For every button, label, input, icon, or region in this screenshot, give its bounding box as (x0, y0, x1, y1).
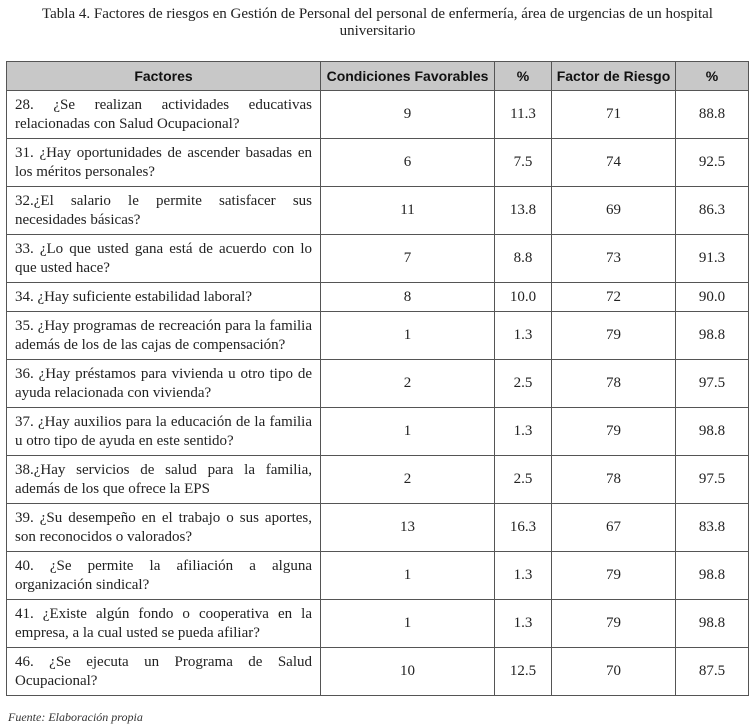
favorables-cell: 2 (321, 360, 495, 408)
percent-favorables-cell: 2.5 (495, 456, 552, 504)
percent-riesgo-cell: 83.8 (676, 504, 749, 552)
percent-riesgo-cell: 91.3 (676, 235, 749, 283)
percent-favorables-cell: 1.3 (495, 312, 552, 360)
percent-riesgo-cell: 97.5 (676, 360, 749, 408)
factor-cell: 35. ¿Hay programas de recreación para la familia además de los de las cajas de compensación? (7, 312, 321, 360)
table-row (7, 91, 749, 139)
riesgo-cell: 72 (552, 283, 676, 312)
factor-cell: 46. ¿Se ejecuta un Programa de Salud Ocupacional? (7, 648, 321, 696)
riesgo-cell: 67 (552, 504, 676, 552)
percent-riesgo-cell: 97.5 (676, 456, 749, 504)
factor-cell: 39. ¿Su desempeño en el trabajo o sus aportes, son reconocidos o valorados? (7, 504, 321, 552)
risk-factors-table (6, 61, 749, 696)
header-condiciones-favorables: Condiciones Favorables (321, 62, 495, 91)
table-caption (0, 6, 755, 40)
favorables-cell: 13 (321, 504, 495, 552)
percent-favorables-cell: 2.5 (495, 360, 552, 408)
percent-favorables-cell: 1.3 (495, 408, 552, 456)
percent-favorables-cell: 1.3 (495, 600, 552, 648)
table-row (7, 235, 749, 283)
percent-favorables-cell: 1.3 (495, 552, 552, 600)
table-row (7, 360, 749, 408)
riesgo-cell: 78 (552, 456, 676, 504)
riesgo-cell: 74 (552, 139, 676, 187)
riesgo-cell: 71 (552, 91, 676, 139)
percent-favorables-cell: 16.3 (495, 504, 552, 552)
percent-favorables-cell: 7.5 (495, 139, 552, 187)
favorables-cell: 11 (321, 187, 495, 235)
riesgo-cell: 78 (552, 360, 676, 408)
risk-factors-table-container (6, 61, 748, 696)
riesgo-cell: 69 (552, 187, 676, 235)
percent-riesgo-cell: 98.8 (676, 600, 749, 648)
table-row (7, 139, 749, 187)
riesgo-cell: 79 (552, 312, 676, 360)
table-row (7, 312, 749, 360)
percent-riesgo-cell: 86.3 (676, 187, 749, 235)
table-row (7, 187, 749, 235)
header-percent-favorables: % (495, 62, 552, 91)
percent-favorables-cell: 8.8 (495, 235, 552, 283)
favorables-cell: 8 (321, 283, 495, 312)
table-row (7, 648, 749, 696)
table-row (7, 283, 749, 312)
riesgo-cell: 73 (552, 235, 676, 283)
percent-riesgo-cell: 90.0 (676, 283, 749, 312)
riesgo-cell: 79 (552, 600, 676, 648)
percent-riesgo-cell: 92.5 (676, 139, 749, 187)
factor-cell: 36. ¿Hay préstamos para vivienda u otro tipo de ayuda relacionada con vivienda? (7, 360, 321, 408)
favorables-cell: 1 (321, 408, 495, 456)
factor-cell: 34. ¿Hay suficiente estabilidad laboral? (7, 283, 321, 312)
header-factor-de-riesgo: Factor de Riesgo (552, 62, 676, 91)
favorables-cell: 2 (321, 456, 495, 504)
factor-cell: 41. ¿Existe algún fondo o cooperativa en la empresa, a la cual usted se pueda afiliar? (7, 600, 321, 648)
percent-riesgo-cell: 88.8 (676, 91, 749, 139)
riesgo-cell: 79 (552, 552, 676, 600)
percent-riesgo-cell: 87.5 (676, 648, 749, 696)
table-row (7, 600, 749, 648)
header-factores: Factores (7, 62, 321, 91)
riesgo-cell: 79 (552, 408, 676, 456)
factor-cell: 38.¿Hay servicios de salud para la familia, además de los que ofrece la EPS (7, 456, 321, 504)
favorables-cell: 9 (321, 91, 495, 139)
factor-cell: 31. ¿Hay oportunidades de ascender basadas en los méritos personales? (7, 139, 321, 187)
factor-cell: 37. ¿Hay auxilios para la educación de la familia u otro tipo de ayuda en este sentido? (7, 408, 321, 456)
factor-cell: 32.¿El salario le permite satisfacer sus necesidades básicas? (7, 187, 321, 235)
favorables-cell: 1 (321, 600, 495, 648)
table-row (7, 408, 749, 456)
table-header-row (7, 62, 749, 91)
percent-riesgo-cell: 98.8 (676, 408, 749, 456)
favorables-cell: 6 (321, 139, 495, 187)
percent-riesgo-cell: 98.8 (676, 312, 749, 360)
caption-line-2: universitario (339, 23, 416, 39)
source-note: Fuente: Elaboración propia (8, 710, 143, 724)
factor-cell: 40. ¿Se permite la afiliación a alguna organización sindical? (7, 552, 321, 600)
factor-cell: 28. ¿Se realizan actividades educativas relacionadas con Salud Ocupacional? (7, 91, 321, 139)
percent-favorables-cell: 12.5 (495, 648, 552, 696)
favorables-cell: 1 (321, 552, 495, 600)
caption-line-1: Tabla 4. Factores de riesgos en Gestión de Personal del personal de enfermería, área de urgencias de un hospital (42, 6, 713, 22)
percent-favorables-cell: 11.3 (495, 91, 552, 139)
percent-favorables-cell: 13.8 (495, 187, 552, 235)
favorables-cell: 7 (321, 235, 495, 283)
header-percent-riesgo: % (676, 62, 749, 91)
favorables-cell: 1 (321, 312, 495, 360)
percent-riesgo-cell: 98.8 (676, 552, 749, 600)
table-row (7, 504, 749, 552)
favorables-cell: 10 (321, 648, 495, 696)
factor-cell: 33. ¿Lo que usted gana está de acuerdo con lo que usted hace? (7, 235, 321, 283)
table-row (7, 456, 749, 504)
percent-favorables-cell: 10.0 (495, 283, 552, 312)
riesgo-cell: 70 (552, 648, 676, 696)
table-row (7, 552, 749, 600)
